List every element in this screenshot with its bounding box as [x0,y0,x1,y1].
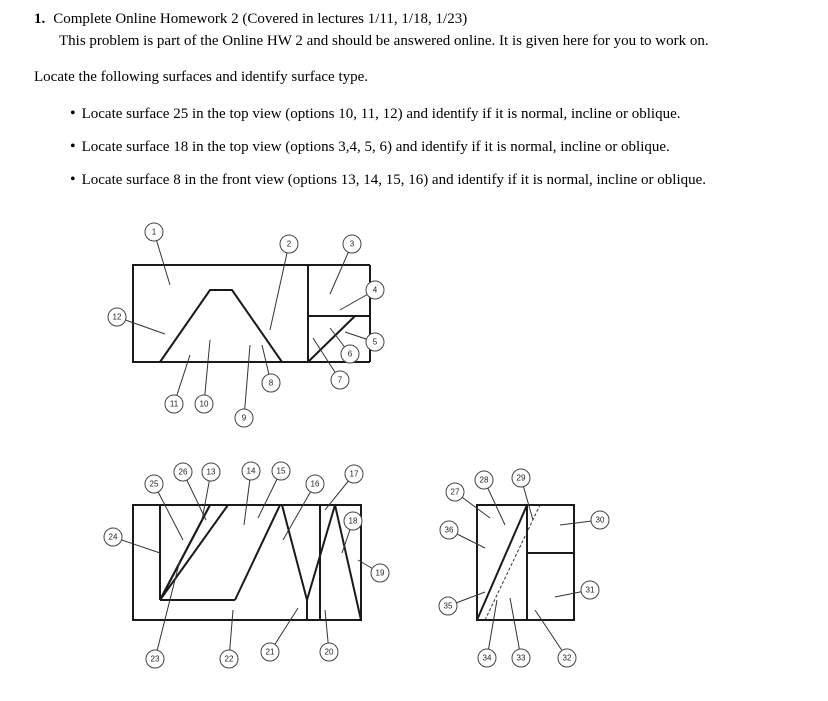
callout-bubble [512,649,530,667]
task-item: • Locate surface 18 in the top view (options 3,4, 5, 6) and identify if it is normal, incline or oblique. [70,136,706,169]
callout-label: 30 [595,515,605,525]
callout-label: 22 [224,654,234,664]
problem-number: 1. [34,11,46,27]
callout-bubble [345,465,363,483]
instruction-text: Locate the following surfaces and identify surface type. [34,69,369,85]
callout-bubble [220,650,238,668]
callout-label: 20 [324,647,334,657]
callout-label: 11 [169,399,179,409]
callout-label: 16 [310,479,320,489]
callout-label: 33 [516,653,526,663]
edge [477,505,527,620]
callout-bubble [235,409,253,427]
callout-bubble [581,581,599,599]
front-view-callouts [104,462,389,668]
callout-label: 7 [337,375,343,385]
callout-bubble [272,462,290,480]
edge [235,505,280,600]
callout-label: 35 [443,601,453,611]
callout-bubble [366,281,384,299]
callout-label: 1 [151,227,157,237]
task-item: • Locate surface 25 in the top view (options 10, 11, 12) and identify if it is normal, incline or oblique. [70,103,706,136]
callout-bubble [344,512,362,530]
callout-bubble [242,462,260,480]
callout-label: 2 [286,239,292,249]
callout-label: 8 [268,378,274,388]
callout-bubble [475,471,493,489]
callout-bubble [306,475,324,493]
callout-label: 28 [479,475,489,485]
callout-label: 36 [444,525,454,535]
callout-label: 26 [178,467,188,477]
callout-bubble [440,521,458,539]
callout-bubble [261,643,279,661]
leader-line [204,340,210,404]
callout-bubble [341,345,359,363]
callout-label: 32 [562,653,572,663]
callout-label: 4 [372,285,378,295]
front-view [133,505,361,620]
callout-bubble [174,463,192,481]
callout-bubble [108,308,126,326]
callout-label: 19 [375,568,385,578]
callout-bubble [165,395,183,413]
hidden-edge [485,505,540,620]
callout-label: 3 [349,239,355,249]
callout-bubble [558,649,576,667]
callout-bubble [104,528,122,546]
callout-label: 27 [450,487,460,497]
callout-bubble [262,374,280,392]
callout-label: 17 [349,469,359,479]
callout-bubble [280,235,298,253]
callout-label: 31 [585,585,595,595]
callout-bubble [145,223,163,241]
callout-label: 34 [482,653,492,663]
callout-label: 13 [206,467,216,477]
leader-line [270,244,289,330]
leader-line [244,345,250,418]
trapezoid-face [160,505,228,600]
side-view-outline [477,505,574,620]
side-view [477,505,574,620]
callout-bubble [343,235,361,253]
callout-label: 6 [347,349,353,359]
callout-bubble [366,333,384,351]
callout-label: 10 [199,399,209,409]
problem-title: Complete Online Homework 2 (Covered in lectures 1/11, 1/18, 1/23) [53,11,468,27]
callout-bubble [202,463,220,481]
callout-bubble [320,643,338,661]
callout-bubble [446,483,464,501]
callout-label: 21 [265,647,275,657]
leader-line [283,484,315,540]
callout-label: 29 [516,473,526,483]
callout-bubble [512,469,530,487]
callout-label: 23 [150,654,160,664]
callout-bubble [591,511,609,529]
callout-label: 15 [276,466,286,476]
task-item: • Locate surface 8 in the front view (options 13, 14, 15, 16) and identify if it is normal, incline or oblique. [70,169,706,202]
leader-line [155,560,180,659]
front-view-outline [133,505,361,620]
callout-label: 9 [241,413,247,423]
top-view-outline [133,265,308,362]
callout-label: 24 [108,532,118,542]
callout-bubble [331,371,349,389]
callout-bubble [195,395,213,413]
callout-label: 5 [372,337,378,347]
problem-subtitle: This problem is part of the Online HW 2 and should be answered online. It is given here for you to work on. [59,33,709,49]
callout-bubble [439,597,457,615]
callout-bubble [145,475,163,493]
callout-label: 18 [348,516,358,526]
callout-bubble [146,650,164,668]
callout-label: 12 [112,312,122,322]
callout-bubble [371,564,389,582]
callout-bubble [478,649,496,667]
callout-label: 25 [149,479,159,489]
callout-label: 14 [246,466,256,476]
